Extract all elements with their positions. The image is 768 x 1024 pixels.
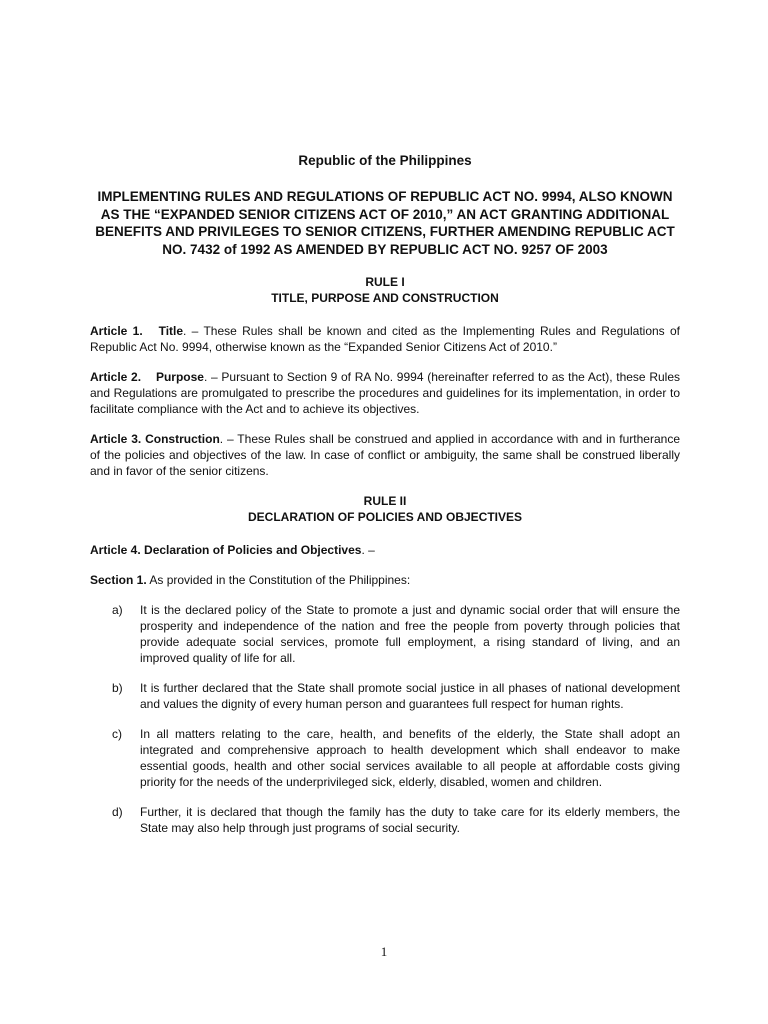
document-page xyxy=(90,152,680,850)
list-marker: c) xyxy=(112,727,122,741)
article-4 xyxy=(90,542,680,558)
rule-number: RULE I xyxy=(365,275,405,289)
section-1 xyxy=(90,572,680,588)
list-item xyxy=(90,804,680,836)
article-suffix: . – xyxy=(361,543,375,557)
article-label: Article 4. Declaration of Policies and Objectives xyxy=(90,543,362,557)
policy-list xyxy=(90,602,680,836)
list-item-text: It is the declared policy of the State to promote a just and dynamic social order that will ensure the prosperity and independence of the nation and free the people from poverty through policies that provide adequate social services, promote full employment, a rising standard of living, and an improved quality of life for all. xyxy=(140,603,680,665)
article-name: Construction xyxy=(145,432,220,446)
document-title: IMPLEMENTING RULES AND REGULATIONS OF REPUBLIC ACT NO. 9994, ALSO KNOWN AS THE “EXPANDED SENIOR CITIZENS ACT OF 2010,” AN ACT GRANTING ADDITIONAL BENEFITS AND PRIVILEGES TO SENIOR CITIZENS, FURTHER AMENDING REPUBLIC ACT NO. 7432 of 1992 AS AMENDED BY REPUBLIC ACT NO. 9257 OF 2003 xyxy=(95,189,675,257)
article-1 xyxy=(90,323,680,355)
section-label: Section 1. xyxy=(90,573,147,587)
rule-2-heading xyxy=(90,493,680,525)
list-item-text: It is further declared that the State shall promote social justice in all phases of national development and values the dignity of every human person and guarantees full respect for human rights. xyxy=(140,681,680,711)
article-2 xyxy=(90,369,680,417)
article-text: . – Pursuant to Section 9 of RA No. 9994 (hereinafter referred to as the Act), these Rules and Regulations are promulgated to prescribe the procedures and guidelines for its implementation, in order to facilitate compliance with the Act and to achieve its objectives. xyxy=(90,370,680,416)
list-item xyxy=(90,726,680,790)
article-name: Title xyxy=(158,324,184,338)
rule-number: RULE II xyxy=(363,494,407,508)
article-label: Article 1. xyxy=(90,324,143,338)
article-name: Purpose xyxy=(155,370,204,384)
article-text: . – These Rules shall be construed and applied in accordance with and in furtherance of the policies and objectives of the law. In case of conflict or ambiguity, the same shall be construed liberally and in favor of the senior citizens. xyxy=(90,432,680,478)
list-marker: d) xyxy=(112,805,123,819)
page-number: 1 xyxy=(380,944,388,959)
list-item-text: Further, it is declared that though the family has the duty to take care for its elderly members, the State may also help through just programs of social security. xyxy=(140,805,680,835)
list-item xyxy=(90,680,680,712)
article-label: Article 3. xyxy=(90,432,142,446)
list-marker: b) xyxy=(112,681,123,695)
list-marker: a) xyxy=(112,603,123,617)
section-text: As provided in the Constitution of the Philippines: xyxy=(146,573,411,587)
list-item xyxy=(90,602,680,666)
rule-1-heading xyxy=(90,274,680,306)
rule-title: DECLARATION OF POLICIES AND OBJECTIVES xyxy=(247,510,523,524)
article-3 xyxy=(90,431,680,479)
article-text: . – These Rules shall be known and cited as the Implementing Rules and Regulations of Republic Act No. 9994, otherwise known as the “Expanded Senior Citizens Act of 2010.” xyxy=(90,324,680,354)
list-item-text: In all matters relating to the care, health, and benefits of the elderly, the State shall adopt an integrated and comprehensive approach to health development which shall endeavor to make essential goods, health and other social services available to all people at affordable costs giving priority for the needs of the underprivileged sick, elderly, disabled, women and children. xyxy=(140,727,680,789)
republic-heading: Republic of the Philippines xyxy=(298,153,472,168)
rule-title: TITLE, PURPOSE AND CONSTRUCTION xyxy=(271,291,499,305)
article-label: Article 2. xyxy=(90,370,142,384)
